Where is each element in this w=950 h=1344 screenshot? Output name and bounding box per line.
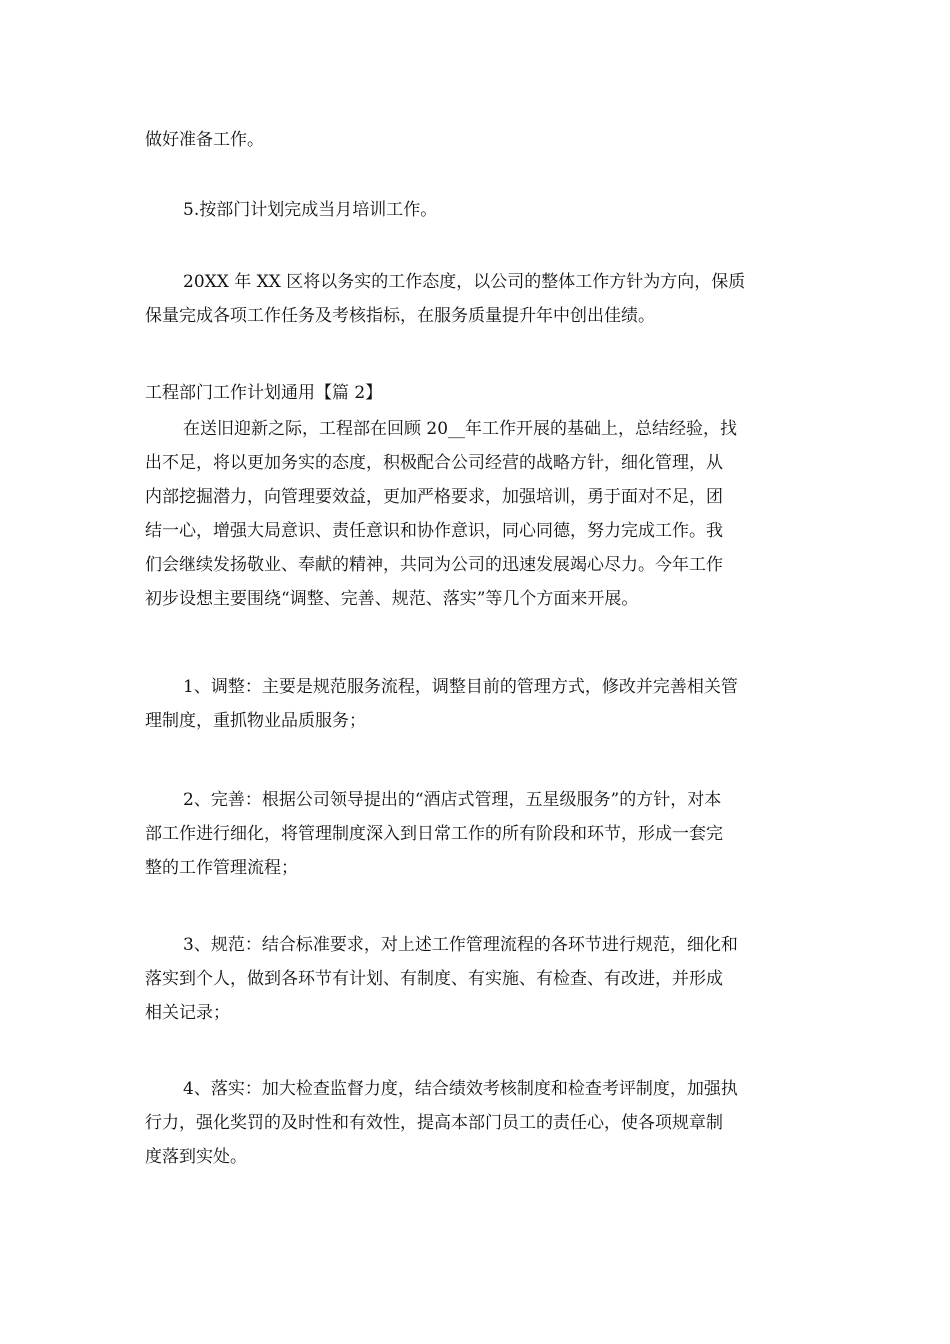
paragraph-preparation xyxy=(145,123,811,157)
text-line: 3、规范：结合标准要求，对上述工作管理流程的各环节进行规范，细化和 xyxy=(183,935,738,955)
paragraph-summary xyxy=(145,265,811,333)
heading-text: 工程部门工作计划通用【篇 2】 xyxy=(145,383,383,403)
text-line: 内部挖掘潜力，向管理要效益，更加严格要求，加强培训，勇于面对不足，团 xyxy=(145,487,723,507)
text-line: 行力，强化奖罚的及时性和有效性，提高本部门员工的责任心，使各项规章制 xyxy=(145,1113,723,1133)
text-line: 落实到个人，做到各环节有计划、有制度、有实施、有检查、有改进，并形成 xyxy=(145,969,723,989)
text-line: 1、调整：主要是规范服务流程，调整目前的管理方式，修改并完善相关管 xyxy=(183,677,738,697)
text-line: 5.按部门计划完成当月培训工作。 xyxy=(183,200,438,220)
paragraph-improve xyxy=(145,783,811,885)
paragraph-intro xyxy=(145,412,811,616)
paragraph-adjust xyxy=(145,670,811,738)
paragraph-implement xyxy=(145,1072,811,1174)
text-line: 相关记录； xyxy=(145,1003,230,1023)
text-line: 们会继续发扬敬业、奉献的精神，共同为公司的迅速发展竭心尽力。今年工作 xyxy=(145,555,723,575)
text-line: 在送旧迎新之际，工程部在回顾 20__年工作开展的基础上，总结经验，找 xyxy=(183,419,738,439)
text-line: 度落到实处。 xyxy=(145,1147,247,1167)
paragraph-standardize xyxy=(145,928,811,1030)
text-line: 20XX 年 XX 区将以务实的工作态度，以公司的整体工作方针为方向，保质 xyxy=(183,272,746,292)
text-line: 部工作进行细化，将管理制度深入到日常工作的所有阶段和环节，形成一套完 xyxy=(145,824,723,844)
text-line: 做好准备工作。 xyxy=(145,130,264,150)
text-line: 整的工作管理流程； xyxy=(145,858,298,878)
section-heading xyxy=(145,376,811,410)
text-line: 2、完善：根据公司领导提出的“酒店式管理，五星级服务”的方针，对本 xyxy=(183,790,722,810)
text-line: 4、落实：加大检查监督力度，结合绩效考核制度和检查考评制度，加强执 xyxy=(183,1079,738,1099)
text-line: 理制度，重抓物业品质服务； xyxy=(145,711,366,731)
paragraph-training xyxy=(145,193,811,227)
text-line: 结一心，增强大局意识、责任意识和协作意识，同心同德，努力完成工作。我 xyxy=(145,521,723,541)
text-line: 出不足，将以更加务实的态度，积极配合公司经营的战略方针，细化管理，从 xyxy=(145,453,723,473)
text-line: 保量完成各项工作任务及考核指标，在服务质量提升年中创出佳绩。 xyxy=(145,306,655,326)
text-line: 初步设想主要围绕“调整、完善、规范、落实”等几个方面来开展。 xyxy=(145,589,639,609)
